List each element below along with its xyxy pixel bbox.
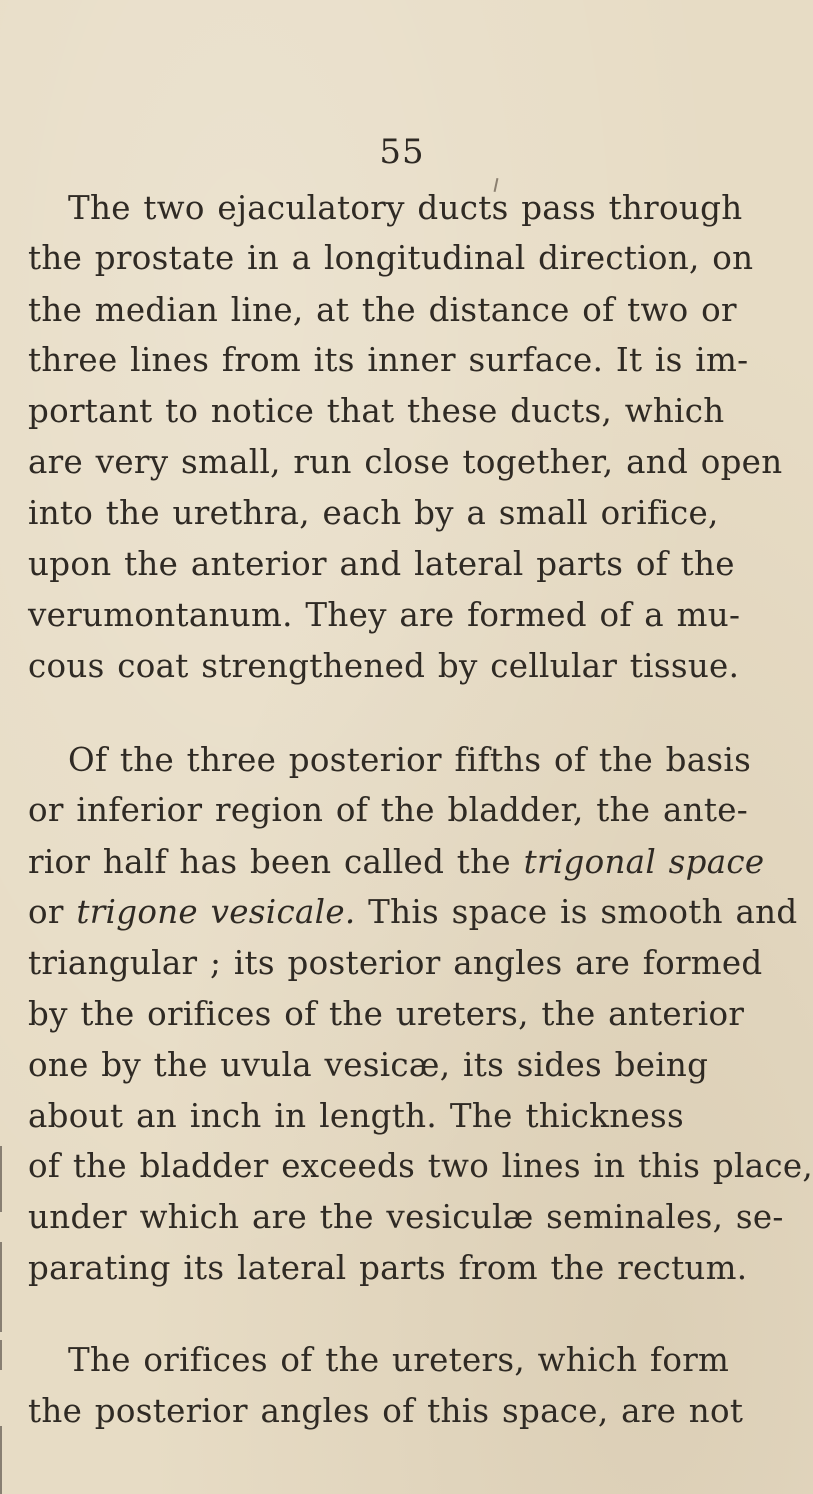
text-line: or inferior region of the bladder, the ante- [28,791,749,829]
text-line: of the bladder exceeds two lines in this place, [28,1147,813,1185]
text-line: The orifices of the ureters, which form [68,1341,730,1379]
text-run: This space is smooth and [355,893,798,931]
text-line: are very small, run close together, and open [28,443,783,481]
text-line: about an inch in length. The thickness [28,1097,684,1135]
text-line: parating its lateral parts from the rectum. [28,1249,748,1287]
text-line [28,842,765,882]
text-line: Of the three posterior fifths of the basis [68,741,752,779]
text-line: portant to notice that these ducts, which [28,392,725,430]
text-run: or [28,893,77,931]
page-edge-shadow [0,1340,2,1370]
text-line: upon the anterior and lateral parts of the [28,545,735,583]
text-line: cous coat strengthened by cellular tissue. [28,647,740,685]
page-number: 55 [379,132,425,172]
text-line: into the urethra, each by a small orifice, [28,494,719,532]
text-line: under which are the vesiculæ seminales, se- [28,1198,784,1236]
text-line [28,892,798,932]
page-edge-shadow [0,1146,2,1212]
page-edge-shadow [0,1426,2,1494]
text-line: the median line, at the distance of two or [28,291,737,329]
page-edge-shadow [0,1242,2,1332]
text-line: the prostate in a longitudinal direction, on [28,239,754,277]
text-line: by the orifices of the ureters, the anterior [28,995,745,1033]
text-line: verumontanum. They are formed of a mu- [28,596,741,634]
italic-term: trigonal space [523,843,765,881]
text-line: one by the uvula vesicæ, its sides being [28,1046,709,1084]
text-line: three lines from its inner surface. It is im- [28,341,749,379]
text-line: triangular ; its posterior angles are formed [28,944,763,982]
text-line: The two ejaculatory ducts pass through [68,189,743,227]
italic-term: trigone vesicale. [76,893,356,931]
text-run: rior half has been called the [28,843,524,881]
text-line: the posterior angles of this space, are not [28,1392,744,1430]
